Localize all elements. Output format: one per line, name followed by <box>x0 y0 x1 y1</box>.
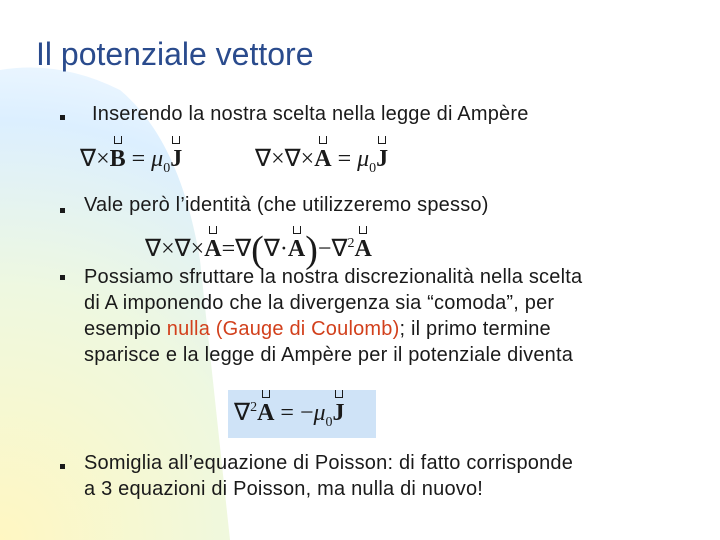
vector-hat-icon <box>262 390 270 398</box>
equation-vector-identity: ∇×∇× A=∇(∇· A)−∇$^2$ A <box>145 228 372 272</box>
bullet-3-line-1: Possiamo sfruttare la nostra discrezionalità nella scelta <box>84 266 583 288</box>
bullet-marker-4 <box>60 464 65 469</box>
vector-hat-icon <box>172 136 180 144</box>
vector-hat-icon <box>335 390 343 398</box>
slide-title: Il potenziale vettore <box>36 36 314 72</box>
bullet-4-line-2: a 3 equazioni di Poisson, ma nulla di nuovo! <box>84 478 484 500</box>
vector-hat-icon <box>209 226 217 234</box>
bullet-3-line-2: di A imponendo che la divergenza sia “comoda”, per <box>84 292 555 314</box>
bullet-text-2: Vale però l’identità (che utilizzeremo spesso) <box>84 194 489 216</box>
vector-hat-icon <box>359 226 367 234</box>
equation-poisson-a: ∇$^2$ $A = -\mu_0$ J <box>234 398 345 431</box>
bullet-marker-1 <box>60 115 65 120</box>
coulomb-gauge-highlight: nulla (Gauge di Coulomb) <box>166 318 400 340</box>
bullet-marker-2 <box>60 208 65 213</box>
bullet-marker-3 <box>60 275 65 280</box>
vector-hat-icon <box>319 136 327 144</box>
equation-ampere-b: ∇× $B = \mu_0$ J <box>80 144 182 177</box>
bullet-3-line-4: sparisce e la legge di Ampère per il potenziale diventa <box>84 344 574 366</box>
bullet-text-4 <box>84 450 704 502</box>
bullet-text-3 <box>84 264 704 368</box>
vector-hat-icon <box>114 136 122 144</box>
vector-hat-icon <box>293 226 301 234</box>
bullet-text-1: Inserendo la nostra scelta nella legge di Ampère <box>92 103 529 125</box>
bullet-3-line-3: esempio nulla (Gauge di Coulomb); il primo termine <box>84 318 551 340</box>
vector-hat-icon <box>378 136 386 144</box>
equation-ampere-a: ∇×∇× $A = \mu_0$ J <box>255 144 388 177</box>
bullet-4-line-1: Somiglia all’equazione di Poisson: di fatto corrisponde <box>84 452 574 474</box>
